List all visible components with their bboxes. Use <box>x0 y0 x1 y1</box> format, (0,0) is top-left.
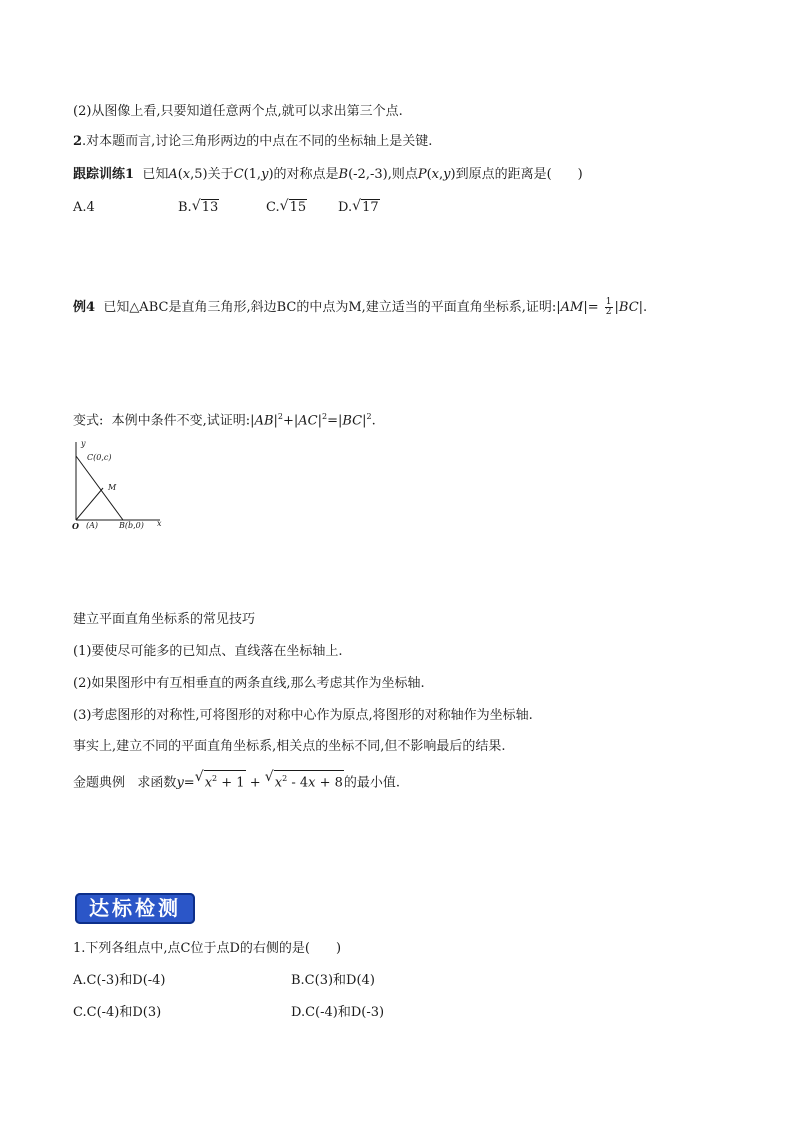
text-line-2: 2.对本题而言,讨论三角形两边的中点在不同的坐标轴上是关键. <box>73 134 433 149</box>
variant: 变式: 本例中条件不变,试证明$:|AB|^2+|AC|^2=|BC|^2$. <box>73 412 376 429</box>
label-o: O <box>72 521 79 531</box>
option-a: A.4 <box>73 200 95 215</box>
tip-1: (1)要使尽可能多的已知点、直线落在坐标轴上. <box>73 644 343 659</box>
option-c: C.√ 15 <box>266 199 307 217</box>
option-d: D.√ 17 <box>338 199 380 217</box>
text-line-1: (2)从图像上看,只要知道任意两个点,就可以求出第三个点. <box>73 104 403 119</box>
label-c: C(0,c) <box>87 453 112 462</box>
exercise-label: 跟踪训练1 <box>73 167 135 182</box>
quiz-question-1: 1.下列各组点中,点C位于点D的右侧的是( ) <box>73 941 342 956</box>
triangle-diagram <box>70 436 170 531</box>
section-banner: 达标检测 <box>75 893 195 924</box>
y-axis-label: y <box>81 439 86 448</box>
option-b: B.√ 13 <box>178 199 219 217</box>
exercise-1: 跟踪训练1 已知A(x,5)关于C(1,y)的对称点是B(-2,-3),则点P(x,y)到原点的距离是( ) <box>73 167 583 182</box>
quiz-option-c: C.C(-4)和D(3) <box>73 1005 162 1020</box>
gold-example: 金题典例 求函数y=√ $x^2 + 1$ + √ $x^2 - 4x + 8$的最小值. <box>73 770 400 792</box>
label-b: B(b,0) <box>119 521 144 530</box>
x-axis-label: x <box>157 519 162 528</box>
label-m: M <box>108 483 117 492</box>
tip-2: (2)如果图形中有互相垂直的两条直线,那么考虑其作为坐标轴. <box>73 676 425 691</box>
quiz-option-a: A.C(-3)和D(-4) <box>73 973 166 988</box>
example-4: 例4 已知△ABC是直角三角形,斜边BC的中点为M,建立适当的平面直角坐标系,证明:|AM|= $\frac{1}{2}$ |BC|. <box>73 297 648 317</box>
tips-title: 建立平面直角坐标系的常见技巧 <box>73 612 256 627</box>
quiz-option-d: D.C(-4)和D(-3) <box>291 1005 385 1020</box>
fact-line: 事实上,建立不同的平面直角坐标系,相关点的坐标不同,但不影响最后的结果. <box>73 739 506 754</box>
quiz-option-b: B.C(3)和D(4) <box>291 973 375 988</box>
tip-3: (3)考虑图形的对称性,可将图形的对称中心作为原点,将图形的对称轴作为坐标轴. <box>73 708 533 723</box>
label-a: (A) <box>86 521 99 530</box>
